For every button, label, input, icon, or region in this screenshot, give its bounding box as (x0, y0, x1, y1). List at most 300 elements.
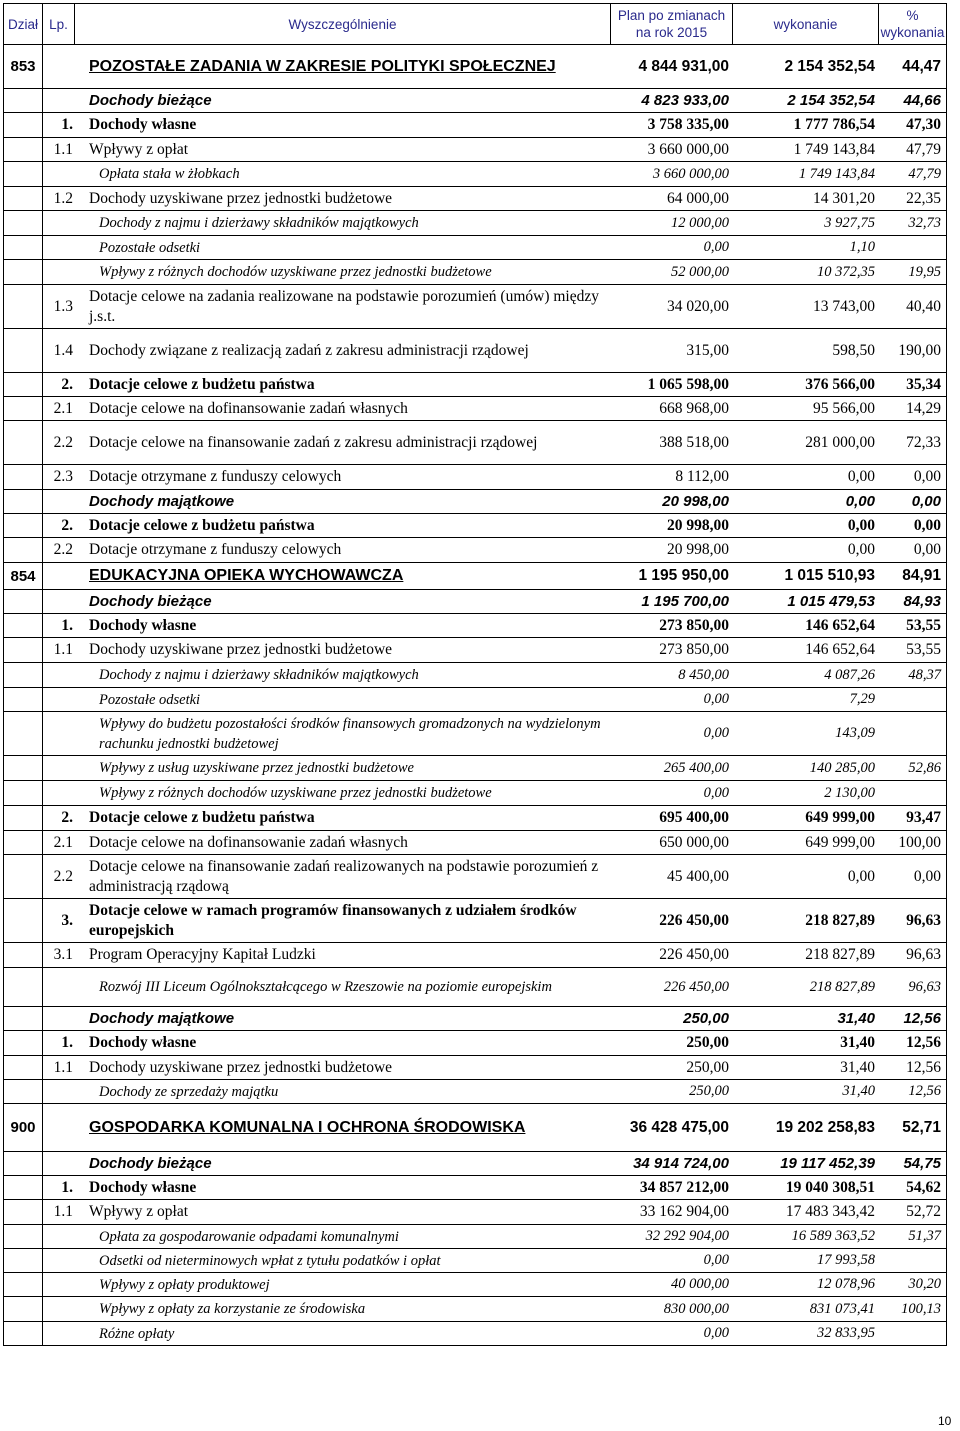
description-cell: Wpływy z opłat (89, 140, 189, 158)
lp-cell: 2.3 (53, 468, 73, 485)
plan-cell: 40 000,00 (671, 1276, 729, 1292)
description-cell: Dotacje otrzymane z funduszy celowych (89, 468, 342, 485)
execution-cell: 140 285,00 (809, 759, 875, 776)
description-cell: Dochody związane z realizacją zadań z zakresu administracji rządowej (89, 341, 529, 359)
execution-cell: 1,10 (849, 239, 875, 255)
percent-cell: 35,34 (906, 375, 941, 393)
execution-cell: 3 927,75 (824, 214, 875, 231)
plan-cell: 4 823 933,00 (641, 92, 729, 109)
percent-cell: 51,37 (908, 1228, 941, 1244)
plan-cell: 315,00 (686, 341, 729, 359)
lp-cell: 1.1 (53, 641, 73, 658)
table-row (4, 329, 946, 373)
lp-cell: 1. (61, 116, 73, 133)
description-cell: GOSPODARKA KOMUNALNA I OCHRONA ŚRODOWISKA (89, 1118, 526, 1136)
description-cell: Dochody majątkowe (89, 1009, 235, 1027)
dzial-cell (4, 855, 43, 898)
execution-cell: 31,40 (842, 1083, 875, 1099)
table-row (4, 162, 946, 187)
plan-cell: 45 400,00 (667, 867, 729, 885)
description-cell: Dochody majątkowe (89, 492, 235, 510)
dzial-cell (4, 1249, 43, 1272)
description-cell: EDUKACYJNA OPIEKA WYCHOWAWCZA (89, 567, 404, 584)
table-row (4, 113, 946, 138)
dzial-cell: 853 (4, 45, 43, 88)
execution-cell: 0,00 (847, 468, 875, 485)
percent-cell: 93,47 (906, 809, 941, 826)
execution-cell: 218 827,89 (805, 911, 875, 929)
description-cell: Pozostałe odsetki (99, 691, 201, 708)
table-header (4, 4, 946, 45)
dzial-cell (4, 187, 43, 210)
execution-cell: 95 566,00 (813, 399, 875, 417)
table-row (4, 590, 946, 614)
execution-cell: 1 015 479,53 (787, 593, 875, 610)
table-row (4, 614, 946, 638)
description-cell: Wpływy z opłat (89, 1203, 189, 1220)
table-row (4, 260, 946, 285)
plan-cell: 52 000,00 (671, 263, 729, 280)
execution-cell: 1 749 143,84 (793, 140, 875, 158)
percent-cell: 52,71 (902, 1118, 941, 1136)
table-row (4, 1225, 946, 1249)
dzial-cell (4, 1080, 43, 1103)
dzial-cell (4, 465, 43, 489)
execution-cell: 19 040 308,51 (785, 1178, 875, 1196)
dzial-cell (4, 638, 43, 662)
header-percent: % wykonania (880, 8, 945, 40)
header-plan: Plan po zmianach na rok 2015 (611, 4, 733, 44)
header-dzial: Dział (4, 4, 43, 44)
dzial-cell (4, 138, 43, 161)
dzial-cell (4, 373, 43, 396)
percent-cell: 12,56 (908, 1083, 941, 1099)
dzial-cell (4, 968, 43, 1006)
table-row (4, 756, 946, 781)
plan-cell: 8 112,00 (675, 468, 729, 485)
lp-cell: 1. (61, 616, 73, 634)
dzial-cell (4, 397, 43, 420)
percent-cell: 12,56 (906, 1058, 941, 1076)
lp-cell: 2.2 (53, 433, 73, 451)
execution-cell: 31,40 (840, 1058, 875, 1076)
dzial-cell (4, 1322, 43, 1345)
percent-cell: 14,29 (906, 399, 941, 417)
plan-cell: 64 000,00 (667, 189, 729, 207)
percent-cell: 100,00 (898, 833, 941, 851)
execution-cell: 146 652,64 (805, 641, 875, 658)
execution-cell: 649 999,00 (805, 809, 875, 826)
execution-cell: 281 000,00 (805, 433, 875, 451)
plan-cell: 226 450,00 (659, 946, 729, 963)
description-cell: Dochody uzyskiwane przez jednostki budżetowe (89, 641, 393, 658)
description-cell: Dochody z najmu i dzierżawy składników majątkowych (99, 215, 419, 231)
plan-cell: 1 195 700,00 (641, 593, 729, 610)
plan-cell: 226 450,00 (659, 911, 729, 929)
plan-cell: 0,00 (703, 239, 729, 255)
dzial-cell (4, 490, 43, 513)
percent-cell: 44,47 (902, 57, 941, 75)
percent-cell: 0,00 (913, 541, 941, 558)
plan-cell: 388 518,00 (659, 433, 729, 451)
plan-cell: 0,00 (703, 1252, 729, 1268)
plan-cell: 4 844 931,00 (638, 57, 729, 75)
dzial-cell (4, 89, 43, 112)
description-cell: POZOSTAŁE ZADANIA W ZAKRESIE POLITYKI SPOŁECZNEJ (89, 57, 556, 75)
plan-cell: 3 660 000,00 (652, 165, 729, 182)
plan-cell: 668 968,00 (659, 399, 729, 417)
table-row (4, 968, 946, 1007)
table-row (4, 1104, 946, 1152)
description-cell: Dotacje celowe na dofinansowanie zadań własnych (89, 833, 408, 851)
execution-cell: 2 130,00 (824, 784, 875, 801)
execution-cell: 2 154 352,54 (787, 92, 875, 109)
plan-cell: 36 428 475,00 (629, 1118, 729, 1136)
percent-cell: 44,66 (903, 92, 941, 109)
plan-cell: 273 850,00 (659, 641, 729, 658)
dzial-cell (4, 831, 43, 854)
dzial-cell (4, 806, 43, 830)
dzial-cell (4, 1007, 43, 1030)
dzial-cell (4, 688, 43, 711)
plan-cell: 0,00 (703, 784, 729, 801)
execution-cell: 0,00 (847, 541, 875, 558)
execution-cell: 0,00 (845, 493, 875, 510)
execution-cell: 17 993,58 (817, 1252, 875, 1268)
table-row (4, 1297, 946, 1322)
plan-cell: 12 000,00 (671, 214, 729, 231)
plan-cell: 34 914 724,00 (633, 1155, 729, 1172)
lp-cell: 1.1 (53, 1203, 73, 1220)
table-row (4, 45, 946, 89)
dzial-cell (4, 538, 43, 562)
plan-cell: 34 857 212,00 (639, 1178, 729, 1196)
percent-cell: 47,30 (906, 116, 941, 133)
plan-cell: 1 195 950,00 (638, 567, 729, 584)
plan-cell: 3 758 335,00 (647, 116, 729, 133)
dzial-cell (4, 590, 43, 613)
dzial-cell (4, 1225, 43, 1248)
description-cell: Dochody bieżące (89, 592, 212, 610)
table-body (4, 45, 946, 1345)
table-row (4, 943, 946, 968)
plan-cell: 1 065 598,00 (647, 375, 729, 393)
dzial-cell (4, 329, 43, 372)
plan-cell: 250,00 (683, 1010, 729, 1027)
header-description: Wyszczególnienie (75, 4, 611, 44)
header-execution: wykonanie (733, 4, 879, 44)
description-cell: Dotacje celowe na dofinansowanie zadań własnych (89, 399, 408, 417)
table-row (4, 421, 946, 465)
lp-cell: 2.2 (53, 541, 73, 558)
description-cell: Odsetki od nieterminowych wpłat z tytułu podatków i opłat (99, 1252, 441, 1269)
page-number: 10 (938, 1414, 952, 1428)
description-cell: Program Operacyjny Kapitał Ludzki (89, 946, 316, 963)
dzial-cell (4, 781, 43, 805)
table-row (4, 187, 946, 211)
dzial-cell (4, 1200, 43, 1224)
execution-cell: 146 652,64 (805, 616, 875, 634)
dzial-cell (4, 712, 43, 755)
dzial-cell: 900 (4, 1104, 43, 1151)
description-cell: Opłata za gospodarowanie odpadami komunalnymi (99, 1228, 399, 1245)
description-cell: Wpływy z opłaty produktowej (99, 1276, 270, 1293)
percent-cell: 47,79 (906, 140, 941, 158)
percent-cell: 53,55 (906, 641, 941, 658)
plan-cell: 250,00 (689, 1083, 729, 1099)
description-cell: Dochody własne (89, 1034, 197, 1051)
description-cell: Różne opłaty (99, 1325, 175, 1342)
execution-cell: 143,09 (835, 725, 875, 741)
lp-cell: 1.2 (53, 189, 73, 207)
table-row (4, 236, 946, 260)
percent-cell: 84,93 (903, 593, 941, 610)
execution-cell: 31,40 (837, 1010, 875, 1027)
description-cell: Dochody bieżące (89, 1154, 212, 1172)
table-row (4, 1152, 946, 1176)
percent-cell: 48,37 (908, 666, 941, 683)
dzial-cell (4, 614, 43, 637)
plan-cell: 20 998,00 (662, 493, 729, 510)
dzial-cell (4, 1297, 43, 1321)
percent-cell: 12,56 (903, 1010, 941, 1027)
lp-cell: 2. (61, 809, 73, 826)
description-cell: Dotacje celowe na finansowanie zadań z zakresu administracji rządowej (89, 433, 538, 451)
description-cell: Dochody własne (89, 116, 197, 133)
execution-cell: 649 999,00 (805, 833, 875, 851)
description-cell: Dotacje celowe na zadania realizowane na podstawie porozumień (umów) między j.s.t. (89, 287, 599, 325)
table-row (4, 712, 946, 756)
table-row (4, 373, 946, 397)
lp-cell: 3. (61, 911, 73, 929)
percent-cell: 0,00 (913, 867, 941, 885)
percent-cell: 52,72 (906, 1203, 941, 1220)
description-cell: Dochody uzyskiwane przez jednostki budżetowe (89, 189, 393, 207)
percent-cell: 19,95 (908, 263, 941, 280)
table-row (4, 1322, 946, 1345)
dzial-cell (4, 899, 43, 942)
description-cell: Dotacje celowe w ramach programów finansowanych z udziałem środków europejskich (89, 901, 577, 939)
execution-cell: 1 777 786,54 (793, 116, 875, 133)
plan-cell: 3 660 000,00 (647, 140, 729, 158)
table-row (4, 1007, 946, 1031)
description-cell: Opłata stała w żłobkach (99, 166, 240, 182)
plan-cell: 0,00 (703, 725, 729, 741)
dzial-cell (4, 260, 43, 284)
execution-cell: 1 749 143,84 (798, 165, 875, 182)
plan-cell: 20 998,00 (667, 516, 729, 534)
dzial-cell (4, 756, 43, 780)
lp-cell: 2. (61, 375, 73, 393)
table-row (4, 899, 946, 943)
percent-cell: 47,79 (908, 165, 941, 182)
description-cell: Wpływy z opłaty za korzystanie ze środowiska (99, 1301, 366, 1317)
table-row (4, 1176, 946, 1200)
execution-cell: 19 202 258,83 (775, 1118, 875, 1136)
description-cell: Wpływy z usług uzyskiwane przez jednostki budżetowe (99, 760, 414, 776)
dzial-cell (4, 285, 43, 328)
lp-cell: 2.2 (53, 867, 73, 885)
table-row (4, 663, 946, 688)
description-cell: Dotacje otrzymane z funduszy celowych (89, 541, 342, 558)
execution-cell: 831 073,41 (809, 1300, 875, 1317)
table-row (4, 1031, 946, 1056)
execution-cell: 7,29 (849, 691, 875, 707)
execution-cell: 218 827,89 (805, 946, 875, 963)
plan-cell: 273 850,00 (659, 616, 729, 634)
execution-cell: 376 566,00 (805, 375, 875, 393)
percent-cell: 32,73 (908, 214, 941, 231)
execution-cell: 16 589 363,52 (791, 1228, 875, 1244)
execution-cell: 12 078,96 (817, 1276, 875, 1292)
dzial-cell (4, 943, 43, 967)
description-cell: Dochody ze sprzedaży majątku (99, 1083, 279, 1100)
percent-cell: 96,63 (906, 946, 941, 963)
description-cell: Wpływy do budżetu pozostałości środków finansowych gromadzonych na wydzielonym rachunku jednostki budżetowej (99, 715, 601, 752)
table-row (4, 211, 946, 236)
header-lp: Lp. (43, 4, 75, 44)
dzial-cell (4, 1056, 43, 1079)
dzial-cell (4, 211, 43, 235)
execution-cell: 32 833,95 (817, 1325, 875, 1341)
description-cell: Dochody własne (89, 616, 197, 634)
description-cell: Pozostałe odsetki (99, 239, 201, 256)
dzial-cell (4, 236, 43, 259)
dzial-cell: 854 (4, 563, 43, 589)
lp-cell: 1. (61, 1034, 73, 1051)
plan-cell: 20 998,00 (667, 541, 729, 558)
plan-cell: 650 000,00 (659, 833, 729, 851)
table-row (4, 806, 946, 831)
description-cell: Dotacje celowe z budżetu państwa (89, 516, 315, 534)
table-row (4, 490, 946, 514)
execution-cell: 4 087,26 (824, 666, 875, 683)
percent-cell: 96,63 (906, 911, 941, 929)
execution-cell: 31,40 (840, 1034, 875, 1051)
plan-cell: 830 000,00 (663, 1300, 729, 1317)
plan-cell: 0,00 (703, 1325, 729, 1341)
table-row (4, 563, 946, 590)
table-row (4, 1273, 946, 1297)
plan-cell: 32 292 904,00 (645, 1228, 729, 1244)
percent-cell: 0,00 (913, 468, 941, 485)
plan-cell: 265 400,00 (663, 759, 729, 776)
table-row (4, 781, 946, 806)
description-cell: Wpływy z różnych dochodów uzyskiwane przez jednostki budżetowe (99, 785, 492, 801)
dzial-cell (4, 1031, 43, 1055)
description-cell: Wpływy z różnych dochodów uzyskiwane przez jednostki budżetowe (99, 264, 492, 280)
description-cell: Dotacje celowe z budżetu państwa (89, 809, 315, 826)
table-row (4, 1080, 946, 1104)
lp-cell: 1. (61, 1178, 73, 1196)
execution-cell: 17 483 343,42 (785, 1203, 875, 1220)
table-row (4, 397, 946, 421)
plan-cell: 695 400,00 (659, 809, 729, 826)
plan-cell: 226 450,00 (663, 978, 729, 995)
plan-cell: 250,00 (686, 1034, 729, 1051)
percent-cell: 190,00 (898, 341, 941, 359)
execution-cell: 10 372,35 (817, 263, 875, 280)
table-row (4, 285, 946, 329)
lp-cell: 1.1 (53, 1058, 73, 1076)
table-row (4, 688, 946, 712)
description-cell: Dochody uzyskiwane przez jednostki budżetowe (89, 1058, 393, 1076)
execution-cell: 218 827,89 (809, 978, 875, 995)
lp-cell: 1.3 (53, 297, 73, 315)
plan-cell: 34 020,00 (667, 297, 729, 315)
dzial-cell (4, 1273, 43, 1296)
execution-cell: 0,00 (847, 516, 875, 534)
description-cell: Dochody własne (89, 1178, 197, 1196)
percent-cell: 12,56 (906, 1034, 941, 1051)
plan-cell: 0,00 (703, 691, 729, 707)
execution-cell: 14 301,20 (813, 189, 875, 207)
percent-cell: 54,75 (903, 1155, 941, 1172)
lp-cell: 3.1 (53, 946, 73, 963)
percent-cell: 0,00 (911, 493, 941, 510)
description-cell: Dotacje celowe z budżetu państwa (89, 375, 315, 393)
dzial-cell (4, 1152, 43, 1175)
lp-cell: 2.1 (53, 399, 73, 417)
percent-cell: 30,20 (908, 1276, 941, 1292)
table-row (4, 855, 946, 899)
percent-cell: 22,35 (906, 189, 941, 207)
execution-cell: 13 743,00 (813, 297, 875, 315)
lp-cell: 1.1 (53, 140, 73, 158)
percent-cell: 0,00 (913, 516, 941, 534)
percent-cell: 40,40 (906, 297, 941, 315)
budget-table (3, 3, 947, 1346)
percent-cell: 53,55 (906, 616, 941, 634)
plan-cell: 33 162 904,00 (639, 1203, 729, 1220)
lp-cell: 2.1 (53, 833, 73, 851)
dzial-cell (4, 514, 43, 537)
description-cell: Dochody z najmu i dzierżawy składników majątkowych (99, 667, 419, 683)
table-row (4, 89, 946, 113)
lp-cell: 1.4 (53, 341, 73, 359)
percent-cell: 100,13 (901, 1300, 941, 1317)
execution-cell: 1 015 510,93 (784, 567, 875, 584)
percent-cell: 52,86 (908, 759, 941, 776)
percent-cell: 96,63 (908, 978, 941, 995)
execution-cell: 19 117 452,39 (780, 1155, 875, 1172)
table-row (4, 514, 946, 538)
execution-cell: 598,50 (832, 341, 875, 359)
lp-cell: 2. (61, 516, 73, 534)
execution-cell: 2 154 352,54 (784, 57, 875, 75)
table-row (4, 538, 946, 563)
percent-cell: 72,33 (906, 433, 941, 451)
table-row (4, 1249, 946, 1273)
table-row (4, 831, 946, 855)
description-cell: Rozwój III Liceum Ogólnokształcącego w Rzeszowie na poziomie europejskim (99, 979, 552, 995)
dzial-cell (4, 113, 43, 137)
dzial-cell (4, 162, 43, 186)
plan-cell: 8 450,00 (678, 666, 729, 683)
percent-cell: 54,62 (906, 1178, 941, 1196)
execution-cell: 0,00 (847, 867, 875, 885)
table-row (4, 138, 946, 162)
dzial-cell (4, 421, 43, 464)
percent-cell: 84,91 (902, 567, 941, 584)
description-cell: Dotacje celowe na finansowanie zadań realizowanych na podstawie porozumień z administracją rządową (89, 857, 599, 895)
plan-cell: 250,00 (686, 1058, 729, 1076)
table-row (4, 1056, 946, 1080)
dzial-cell (4, 1176, 43, 1199)
description-cell: Dochody bieżące (89, 91, 212, 109)
table-row (4, 638, 946, 663)
table-row (4, 465, 946, 490)
